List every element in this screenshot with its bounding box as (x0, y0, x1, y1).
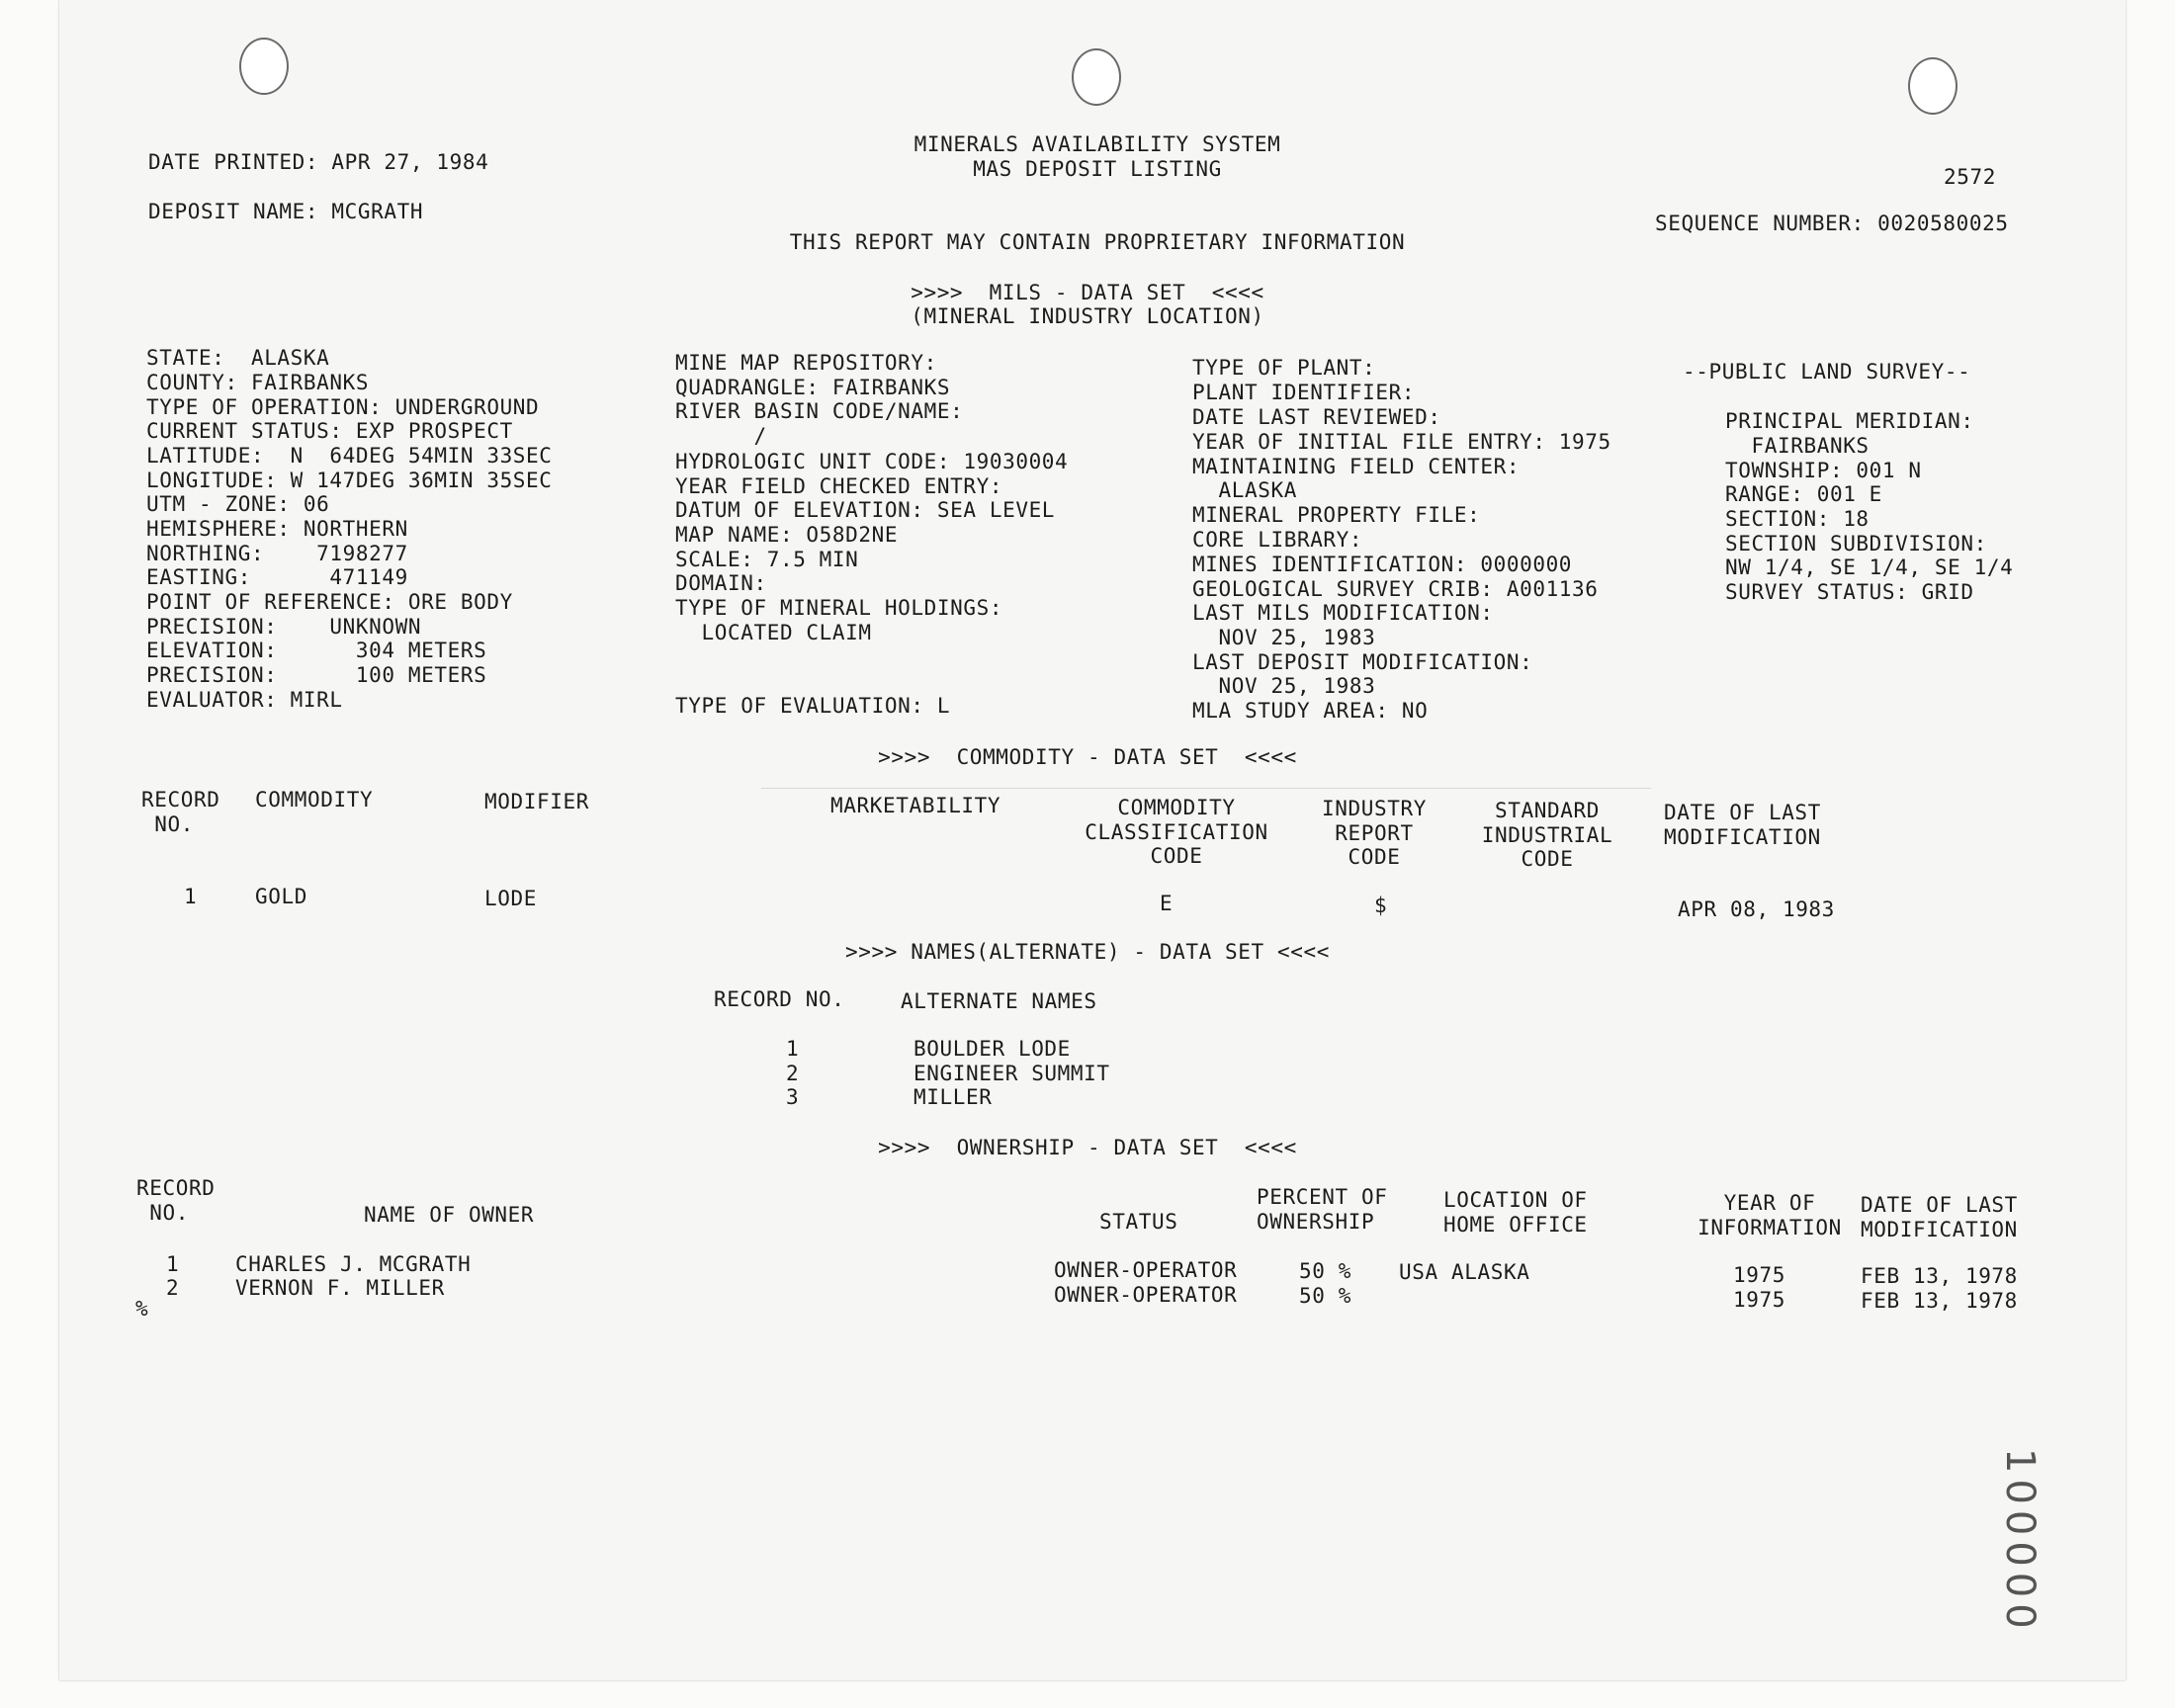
col-header-sic: STANDARD INDUSTRIAL CODE (1481, 799, 1613, 871)
alternate-name-record: 1 (786, 1037, 800, 1061)
mils-field: LATITUDE: N 64DEG 54MIN 33SEC (146, 444, 553, 468)
mils-field: HEMISPHERE: NORTHERN (146, 517, 408, 541)
own-header-record: RECORD NO. (136, 1176, 216, 1225)
mils-field: SCALE: 7.5 MIN (675, 548, 859, 571)
land-survey-field: TOWNSHIP: 001 N (1725, 459, 1922, 482)
commodity-record-no: 1 (184, 885, 198, 908)
mils-field: EASTING: 471149 (146, 565, 408, 589)
system-title: MINERALS AVAILABILITY SYSTEM (914, 132, 1281, 156)
alternate-name: MILLER (914, 1085, 993, 1109)
owner-date: FEB 13, 1978 (1861, 1289, 2018, 1313)
commodity-modifier: LODE (484, 887, 537, 910)
names-section-title: >>>> NAMES(ALTERNATE) - DATA SET <<<< (845, 940, 1330, 964)
type-of-evaluation: TYPE OF EVALUATION: L (675, 694, 951, 718)
land-survey-field: NW 1/4, SE 1/4, SE 1/4 (1725, 555, 2014, 579)
mils-section-subtitle: (MINERAL INDUSTRY LOCATION) (911, 304, 1264, 328)
ownership-section-title: >>>> OWNERSHIP - DATA SET <<<< (878, 1136, 1297, 1159)
mils-field: HYDROLOGIC UNIT CODE: 19030004 (675, 450, 1069, 473)
mils-field: POINT OF REFERENCE: ORE BODY (146, 590, 513, 614)
own-header-percent: PERCENT OF OWNERSHIP (1257, 1185, 1388, 1234)
owner-location: USA ALASKA (1399, 1260, 1530, 1284)
mils-field: MINERAL PROPERTY FILE: (1192, 503, 1481, 527)
mils-field: LAST DEPOSIT MODIFICATION: (1192, 650, 1533, 674)
alternate-name-record: 3 (786, 1085, 800, 1109)
land-survey-field: RANGE: 001 E (1725, 482, 1882, 506)
side-stamp: 100000 (1997, 1448, 2043, 1635)
owner-name: VERNON F. MILLER (235, 1276, 445, 1300)
punch-hole-right (1908, 57, 1958, 115)
own-header-date: DATE OF LAST MODIFICATION (1861, 1193, 2018, 1241)
col-header-record: RECORD NO. (141, 788, 220, 836)
mils-field: RIVER BASIN CODE/NAME: (675, 399, 964, 423)
mils-field: TYPE OF OPERATION: UNDERGROUND (146, 395, 540, 419)
alternate-name: BOULDER LODE (914, 1037, 1071, 1061)
deposit-name: DEPOSIT NAME: MCGRATH (148, 200, 424, 223)
commodity-classification: E (1160, 892, 1174, 915)
col-header-modifier: MODIFIER (484, 790, 589, 813)
mils-field: MINES IDENTIFICATION: 0000000 (1192, 553, 1573, 576)
col-header-classification: COMMODITY CLASSIFICATION CODE (1085, 796, 1268, 868)
mils-field: GEOLOGICAL SURVEY CRIB: A001136 (1192, 577, 1599, 601)
mils-field: TYPE OF PLANT: (1192, 356, 1376, 380)
owner-name: CHARLES J. MCGRATH (235, 1252, 472, 1276)
commodity-divider (761, 788, 1651, 789)
listing-title: MAS DEPOSIT LISTING (973, 157, 1222, 181)
own-header-location: LOCATION OF HOME OFFICE (1443, 1188, 1588, 1237)
land-survey-title: --PUBLIC LAND SURVEY-- (1683, 360, 1971, 384)
mils-field: MLA STUDY AREA: NO (1192, 699, 1429, 723)
names-header-record: RECORD NO. (714, 987, 845, 1011)
own-header-status: STATUS (1099, 1210, 1178, 1234)
mils-field: LOCATED CLAIM (675, 621, 872, 644)
punch-hole-center (1072, 48, 1121, 106)
land-survey-field: SECTION SUBDIVISION: (1725, 532, 1987, 555)
end-of-listing-mark: % (135, 1297, 149, 1321)
sequence-number: SEQUENCE NUMBER: 0020580025 (1655, 212, 2009, 235)
mils-field: PRECISION: 100 METERS (146, 663, 487, 687)
col-header-date: DATE OF LAST MODIFICATION (1664, 801, 1821, 849)
col-header-marketability: MARKETABILITY (830, 794, 1001, 817)
mils-section-title: >>>> MILS - DATA SET <<<< (911, 281, 1264, 304)
mils-field: NOV 25, 1983 (1192, 674, 1376, 698)
page-number: 2572 (1944, 165, 1996, 189)
alternate-name: ENGINEER SUMMIT (914, 1062, 1110, 1085)
mils-field: CORE LIBRARY: (1192, 528, 1363, 552)
owner-record-no: 1 (166, 1252, 180, 1276)
mils-field: PLANT IDENTIFIER: (1192, 381, 1416, 404)
mils-field: YEAR FIELD CHECKED ENTRY: (675, 474, 1003, 498)
mils-field: COUNTY: FAIRBANKS (146, 371, 370, 394)
mils-field: MINE MAP REPOSITORY: (675, 351, 937, 375)
mils-field: MAP NAME: O58D2NE (675, 523, 899, 547)
land-survey-field: SECTION: 18 (1725, 507, 1870, 531)
owner-date: FEB 13, 1978 (1861, 1264, 2018, 1288)
date-printed: DATE PRINTED: APR 27, 1984 (148, 150, 489, 174)
land-survey-field: SURVEY STATUS: GRID (1725, 580, 1974, 604)
mils-field: ALASKA (1192, 478, 1297, 502)
owner-year: 1975 (1733, 1288, 1785, 1312)
commodity-industry-code: $ (1374, 894, 1388, 917)
mils-field: MAINTAINING FIELD CENTER: (1192, 455, 1521, 478)
mils-field: DATE LAST REVIEWED: (1192, 405, 1441, 429)
alternate-name-record: 2 (786, 1062, 800, 1085)
owner-year: 1975 (1733, 1263, 1785, 1287)
owner-status: OWNER-OPERATOR (1054, 1283, 1238, 1307)
owner-percent: 50 % (1299, 1284, 1351, 1308)
mils-field: EVALUATOR: MIRL (146, 688, 343, 712)
col-header-industry-report: INDUSTRY REPORT CODE (1322, 797, 1427, 869)
mils-field: NORTHING: 7198277 (146, 542, 408, 565)
commodity-date: APR 08, 1983 (1678, 897, 1835, 921)
owner-percent: 50 % (1299, 1259, 1351, 1283)
mils-field: CURRENT STATUS: EXP PROSPECT (146, 419, 513, 443)
mils-field: YEAR OF INITIAL FILE ENTRY: 1975 (1192, 430, 1611, 454)
mils-field: ELEVATION: 304 METERS (146, 639, 487, 662)
mils-field: STATE: ALASKA (146, 346, 330, 370)
mils-field: DOMAIN: (675, 571, 767, 595)
mils-field: / (675, 424, 767, 448)
punch-hole-left (239, 38, 289, 95)
col-header-commodity: COMMODITY (255, 788, 374, 811)
land-survey-field: PRINCIPAL MERIDIAN: (1725, 409, 1974, 433)
proprietary-notice: THIS REPORT MAY CONTAIN PROPRIETARY INFORMATION (789, 230, 1406, 254)
mils-field: DATUM OF ELEVATION: SEA LEVEL (675, 498, 1056, 522)
mils-field: LAST MILS MODIFICATION: (1192, 601, 1494, 625)
mils-field: UTM - ZONE: 06 (146, 492, 330, 516)
mils-field: TYPE OF MINERAL HOLDINGS: (675, 596, 1003, 620)
commodity-section-title: >>>> COMMODITY - DATA SET <<<< (878, 745, 1297, 769)
commodity-name: GOLD (255, 885, 307, 908)
owner-record-no: 2 (166, 1276, 180, 1300)
own-header-year: YEAR OF INFORMATION (1697, 1191, 1842, 1239)
mils-field: LONGITUDE: W 147DEG 36MIN 35SEC (146, 469, 553, 492)
owner-status: OWNER-OPERATOR (1054, 1258, 1238, 1282)
mils-field: PRECISION: UNKNOWN (146, 615, 422, 639)
names-header-name: ALTERNATE NAMES (901, 989, 1097, 1013)
mils-field: NOV 25, 1983 (1192, 626, 1376, 649)
land-survey-field: FAIRBANKS (1725, 434, 1870, 458)
mils-field: QUADRANGLE: FAIRBANKS (675, 376, 951, 399)
own-header-owner: NAME OF OWNER (364, 1203, 535, 1227)
